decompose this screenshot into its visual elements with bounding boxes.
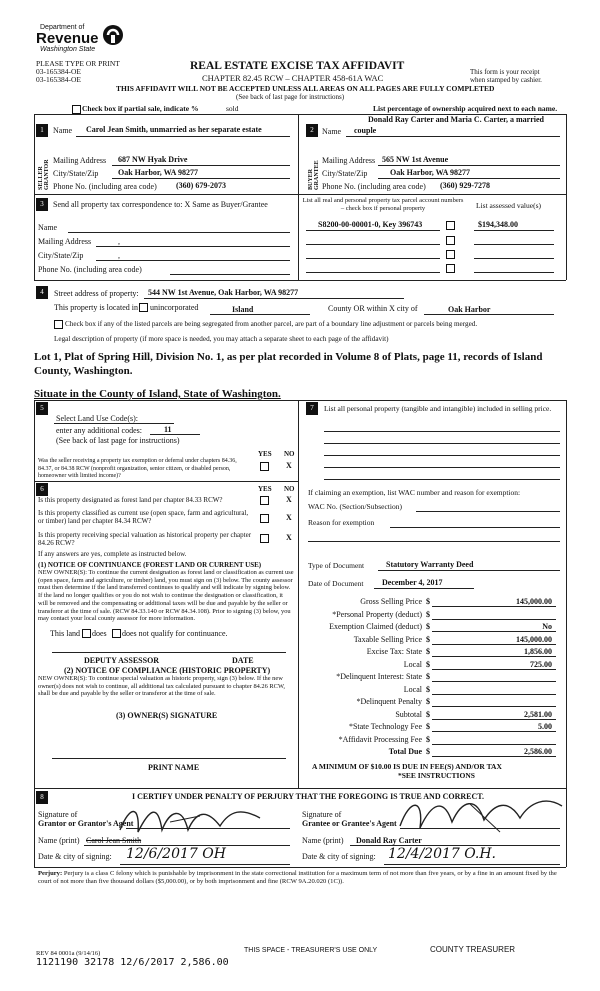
grantee-name[interactable]: Donald Ray Carter	[356, 836, 422, 845]
seller-side-label: SELLER GRANTOR	[38, 159, 50, 190]
legal-label: Legal description of property (if more space is needed, you may attach a separate sheet to each page of the affidavit)	[54, 335, 389, 343]
tax-row-underline	[432, 669, 556, 670]
tax-row-value[interactable]: 145,000.00	[516, 634, 552, 644]
does-not-label: does not qualify for continuance.	[122, 629, 228, 638]
form-code-1: 03-165384-OE	[36, 67, 81, 76]
buyer-mailing[interactable]: 565 NW 1st Avenue	[382, 155, 449, 164]
tax-row-value[interactable]: 145,000.00	[516, 597, 552, 606]
tax-row-dollar: $	[426, 747, 430, 756]
tax-row-underline	[432, 619, 556, 620]
tax-row-underline	[432, 706, 556, 707]
section-2-badge: 2	[306, 124, 318, 137]
tax-row-value[interactable]: 2,586.00	[524, 747, 552, 756]
tax-row-value[interactable]: 725.00	[530, 659, 552, 669]
city-value[interactable]: Oak Harbor	[448, 305, 491, 314]
does-not-checkbox[interactable]	[112, 629, 121, 638]
s6-q3: Is this property receiving special valuation as historical property per chapter 84.26 RCW?	[38, 531, 252, 547]
land-use-label: Select Land Use Code(s):	[56, 414, 138, 423]
dept-label-small: Department of	[40, 24, 85, 31]
tax-row-underline	[432, 631, 556, 632]
grantee-name-label: Name (print)	[302, 836, 344, 845]
tax-row-dollar: $	[426, 659, 430, 669]
tax-row-dollar: $	[426, 622, 430, 631]
grantor-sig-label-1: Signature of	[38, 810, 78, 819]
this-land-label: This land	[50, 629, 80, 638]
s5-no-header: NO	[284, 450, 295, 458]
grantor-date-label: Date & city of signing:	[38, 852, 112, 861]
see-instructions-note: *SEE INSTRUCTIONS	[398, 771, 475, 780]
unincorporated-checkbox[interactable]	[139, 303, 148, 312]
ownership-note: List percentage of ownership acquired next to each name.	[373, 104, 558, 113]
tax-row-value[interactable]: No	[542, 622, 552, 631]
grantor-sig-label-2: Grantor or Grantor's Agent	[38, 819, 134, 828]
s6-q3-yes-checkbox[interactable]	[260, 534, 269, 543]
s6-no-header: NO	[284, 485, 295, 493]
section-7-badge: 7	[306, 402, 318, 415]
s6-q1-no-answer[interactable]: X	[286, 495, 292, 504]
seller-mailing[interactable]: 687 NW Hyak Drive	[118, 155, 188, 164]
s6-q3-no-answer[interactable]: X	[286, 533, 292, 542]
dept-logo	[36, 24, 126, 60]
tax-row-underline	[432, 694, 556, 695]
receipt-note-2: when stamped by cashier.	[470, 76, 542, 84]
treasurer-space-label: THIS SPACE - TREASURER'S USE ONLY	[244, 947, 378, 954]
personal-property-label: List all personal property (tangible and intangible) included in selling price.	[324, 404, 552, 413]
s3-mailing-value[interactable]: ,	[118, 237, 120, 246]
s6-yes-header: YES	[258, 485, 272, 493]
grantee-signature	[380, 792, 570, 836]
tax-row-dollar: $	[426, 709, 430, 719]
doc-type-label: Type of Document	[308, 561, 365, 570]
s3-name-label: Name	[38, 223, 58, 232]
tax-row-label: *Delinquent Interest: State	[336, 672, 422, 681]
doc-date-label: Date of Document	[308, 579, 364, 588]
seller-phone[interactable]: (360) 679-2073	[176, 181, 226, 190]
tax-row-underline	[432, 606, 556, 607]
buyer-city[interactable]: Oak Harbor, WA 98277	[390, 168, 471, 177]
tax-row-label: Local	[403, 684, 422, 694]
s6-q1: Is this property designated as forest land per chapter 84.33 RCW?	[38, 496, 223, 504]
deputy-date-label: DATE	[232, 656, 254, 665]
tax-row-label: Local	[403, 659, 422, 669]
s5-no-answer[interactable]: X	[286, 461, 292, 470]
please-type: PLEASE TYPE OR PRINT	[36, 59, 120, 68]
doc-date[interactable]: December 4, 2017	[382, 578, 443, 587]
legal-description[interactable]: Lot 1, Plat of Spring Hill, Division No. 1, as per plat recorded in Volume 8 of Plats, page 11, records of Island County, Washington.	[34, 351, 543, 377]
section-6-badge: 6	[36, 483, 48, 496]
tax-row-label: Gross Selling Price	[360, 597, 422, 606]
parcel-personal-checkbox-1[interactable]	[446, 221, 455, 230]
tax-row-underline	[432, 681, 556, 682]
tax-row-dollar: $	[426, 597, 430, 606]
s5-yes-header: YES	[258, 450, 272, 458]
grantee-sig-label-1: Signature of	[302, 810, 342, 819]
located-label: This property is located in	[54, 303, 138, 312]
instructions-note: (See back of last page for instructions)	[236, 93, 345, 101]
tax-row-underline	[432, 719, 556, 720]
dept-label-revenue: Revenue	[36, 30, 99, 47]
buyer-name-label: Name	[322, 127, 342, 136]
minimum-fee-note: A MINIMUM OF $10.00 IS DUE IN FEE(S) AND/OR TAX	[312, 762, 502, 771]
revenue-logo-icon	[102, 24, 124, 46]
additional-codes-label: enter any additional codes:	[56, 426, 142, 435]
tax-row-underline	[432, 731, 556, 732]
form-subtitle: CHAPTER 82.45 RCW – CHAPTER 458-61A WAC	[202, 73, 384, 83]
form-title: REAL ESTATE EXCISE TAX AFFIDAVIT	[190, 60, 405, 72]
s5-yes-checkbox[interactable]	[260, 462, 269, 471]
buyer-name-line1[interactable]: Donald Ray Carter and Maria C. Carter, a married	[368, 115, 544, 124]
situate-line[interactable]: Situate in the County of Island, State of Washington.	[34, 388, 281, 400]
dept-label-state: Washington State	[40, 46, 96, 53]
assessed-value[interactable]: $194,348.00	[478, 220, 518, 229]
tax-row-label: Taxable Selling Price	[353, 634, 422, 644]
grantee-date[interactable]: 12/4/2017 O.H.	[388, 846, 497, 862]
notice1-title: (1) NOTICE OF CONTINUANCE (FOREST LAND OR CURRENT USE)	[38, 561, 262, 569]
treasurer-stamp: 1121190 32178 12/6/2017 2,586.00	[36, 957, 229, 968]
section-5-badge: 5	[36, 402, 48, 415]
notice2-body: NEW OWNER(S): To continue special valuation as historic property, sign (3) below. If the new owner(s) does not wish to continue, all additional tax calculated pursuant to chapter 84.26 RCW, shall be due and payable by the seller or transferor at the time of sale.	[38, 675, 285, 698]
seller-mailing-label: Mailing Address	[53, 156, 107, 165]
tax-row-underline	[432, 756, 556, 757]
s6-q2-no-answer[interactable]: X	[286, 513, 292, 522]
s6-any-yes: If any answers are yes, complete as instructed below.	[38, 550, 187, 558]
s6-q2: Is this property classified as current use (open space, farm and agricultural, or timber) land per chapter 84.34 RCW?	[38, 509, 249, 525]
parcel-personal-checkbox-4[interactable]	[446, 264, 455, 273]
tax-row-underline	[432, 744, 556, 745]
tax-row-label: *Delinquent Penalty	[356, 697, 422, 706]
owner-signature-label: (3) OWNER(S) SIGNATURE	[116, 711, 218, 720]
county-label: County OR within X city of	[328, 304, 418, 313]
tax-row-label: Total Due	[388, 747, 422, 756]
buyer-city-label: City/State/Zip	[322, 169, 368, 178]
exemption-claim-label: If claiming an exemption, list WAC number and reason for exemption:	[308, 488, 521, 497]
send-correspondence-label: Send all property tax correspondence to: X Same as Buyer/Grantee	[53, 200, 268, 209]
seller-name-label: Name	[53, 126, 73, 135]
tax-row-value[interactable]: 1,856.00	[524, 647, 552, 656]
grantee-date-label: Date & city of signing:	[302, 852, 376, 861]
tax-row-underline	[432, 656, 556, 657]
s3-city-label: City/State/Zip	[38, 251, 84, 260]
deputy-assessor-label: DEPUTY ASSESSOR	[84, 656, 160, 665]
form-code-2: 03-165384-OE	[36, 75, 81, 84]
grantor-name[interactable]: Carol Jean Smith	[86, 836, 142, 845]
s5-see-back: (See back of last page for instructions)	[56, 436, 180, 445]
buyer-phone[interactable]: (360) 929-7278	[440, 181, 490, 190]
buyer-phone-label: Phone No. (including area code)	[322, 182, 426, 191]
grantor-signature	[110, 800, 280, 840]
county-treasurer-label: COUNTY TREASURER	[430, 945, 516, 954]
segregated-note: Check box if any of the listed parcels are being segregated from another parcel, are part of a boundary line adjustment or parcels being merged.	[65, 320, 478, 328]
warning-banner: THIS AFFIDAVIT WILL NOT BE ACCEPTED UNLESS ALL AREAS ON ALL PAGES ARE FULLY COMPLETED	[116, 84, 495, 93]
section-1-badge: 1	[36, 124, 48, 137]
grantor-date[interactable]: 12/6/2017 OH	[126, 846, 226, 862]
tax-row-dollar: $	[426, 634, 430, 644]
perjury-text: Perjury is a class C felony which is punishable by imprisonment in the state correctional institution for a maximum term of not more than five years, or by a fine in an amount fixed by the court of not more than five thousand dollars ($5,000.00), or by both imprisonment and fine (RCW 9A.20.020 (1C)).	[38, 870, 557, 885]
tax-row-dollar: $	[426, 684, 430, 694]
parcel-header: List all real and personal property tax parcel account numbers – check box if personal property	[302, 197, 464, 212]
additional-codes-value[interactable]: 11	[164, 425, 172, 434]
buyer-mailing-label: Mailing Address	[322, 156, 376, 165]
parcel-personal-checkbox-2[interactable]	[446, 236, 455, 245]
tax-row-value[interactable]: 2,581.00	[524, 709, 552, 719]
tax-row-label: *Affidavit Processing Fee	[338, 734, 422, 744]
parcel-number[interactable]: S8200-00-00001-0, Key 396743	[318, 220, 423, 229]
s6-q1-yes-checkbox[interactable]	[260, 496, 269, 505]
seller-city[interactable]: Oak Harbor, WA 98277	[118, 168, 199, 177]
rev-code: REV 84 0001a (9/14/16)	[36, 950, 101, 957]
does-label: does	[92, 629, 107, 638]
does-checkbox[interactable]	[82, 629, 91, 638]
s3-mailing-label: Mailing Address	[38, 237, 92, 246]
tax-row-dollar: $	[426, 722, 430, 731]
seller-phone-label: Phone No. (including area code)	[53, 182, 157, 191]
tax-row-underline	[432, 644, 556, 645]
unincorporated-label: unincorporated	[150, 303, 199, 312]
tax-row-dollar: $	[426, 734, 430, 744]
s6-q2-yes-checkbox[interactable]	[260, 514, 269, 523]
sold-label: sold	[226, 104, 239, 113]
notice1-body: NEW OWNER(S): To continue the current designation as forest land or classification as current use (open space, farm and agriculture, or timber) land, you must sign on (3) below. The county assessor must then determine if the land transferred continues to qualify and will indicate by signing below. If the land no longer qualifies or you do not wish to continue the designation or classification, it will be removed and the compensating or additional taxes will be due and payable by the seller or transferor at the time of sale. (RCW 84.33.140 or RCW 84.34.108). Prior to signing (3) below, you may contact your local county assessor for more information.	[38, 569, 294, 623]
tax-row-label: Exemption Claimed (deduct)	[329, 622, 422, 631]
buyer-side-label: BUYER GRANTEE	[308, 160, 320, 190]
partial-sale-checkbox[interactable]	[72, 105, 81, 114]
s3-city-value[interactable]: ,	[118, 251, 120, 260]
partial-sale-label: Check box if partial sale, indicate %	[82, 104, 199, 113]
perjury-label: Perjury:	[38, 870, 63, 877]
doc-type[interactable]: Statutory Warranty Deed	[386, 560, 474, 569]
tax-row-dollar: $	[426, 697, 430, 706]
s5-exemption-question: Was the seller receiving a property tax exemption or deferral under chapters 84.36, 84.37, or 84.38 RCW (nonprofit organization, senior citizen, or disabled person, homeowner with limited income)?	[38, 458, 237, 479]
perjury-statement	[38, 870, 564, 886]
grantee-sig-label-2: Grantee or Grantee's Agent	[302, 819, 397, 828]
section-4-badge: 4	[36, 286, 48, 299]
tax-row-dollar: $	[426, 672, 430, 681]
tax-row-label: *Personal Property (deduct)	[332, 609, 422, 619]
tax-row-label: Excise Tax: State	[366, 647, 422, 656]
county-value[interactable]: Island	[232, 305, 254, 314]
buyer-name-line2[interactable]: couple	[354, 126, 377, 135]
seller-name[interactable]: Carol Jean Smith, unmarried as her separate estate	[86, 125, 262, 134]
parcel-personal-checkbox-3[interactable]	[446, 250, 455, 259]
tax-row-label: *State Technology Fee	[348, 722, 422, 731]
s3-phone-label: Phone No. (including area code)	[38, 265, 142, 274]
assessed-header: List assessed value(s)	[476, 201, 541, 210]
wac-label: WAC No. (Section/Subsection)	[308, 502, 402, 511]
segregated-checkbox[interactable]	[54, 320, 63, 329]
certify-statement: I CERTIFY UNDER PENALTY OF PERJURY THAT THE FOREGOING IS TRUE AND CORRECT.	[132, 792, 485, 801]
receipt-note-1: This form is your receipt	[470, 68, 540, 76]
section-3-badge: 3	[36, 198, 48, 211]
street-address[interactable]: 544 NW 1st Avenue, Oak Harbor, WA 98277	[148, 288, 299, 297]
tax-row-label: Subtotal	[395, 709, 422, 719]
print-name-label: PRINT NAME	[148, 763, 200, 772]
tax-row-dollar: $	[426, 609, 430, 619]
grantor-name-label: Name (print)	[38, 836, 80, 845]
reason-label: Reason for exemption	[308, 518, 375, 527]
section-8-badge: 8	[36, 791, 48, 804]
street-label: Street address of property:	[54, 289, 139, 298]
notice2-title: (2) NOTICE OF COMPLIANCE (HISTORIC PROPERTY)	[64, 666, 271, 675]
seller-city-label: City/State/Zip	[53, 169, 99, 178]
tax-row-value[interactable]: 5.00	[538, 722, 552, 731]
tax-row-dollar: $	[426, 647, 430, 656]
